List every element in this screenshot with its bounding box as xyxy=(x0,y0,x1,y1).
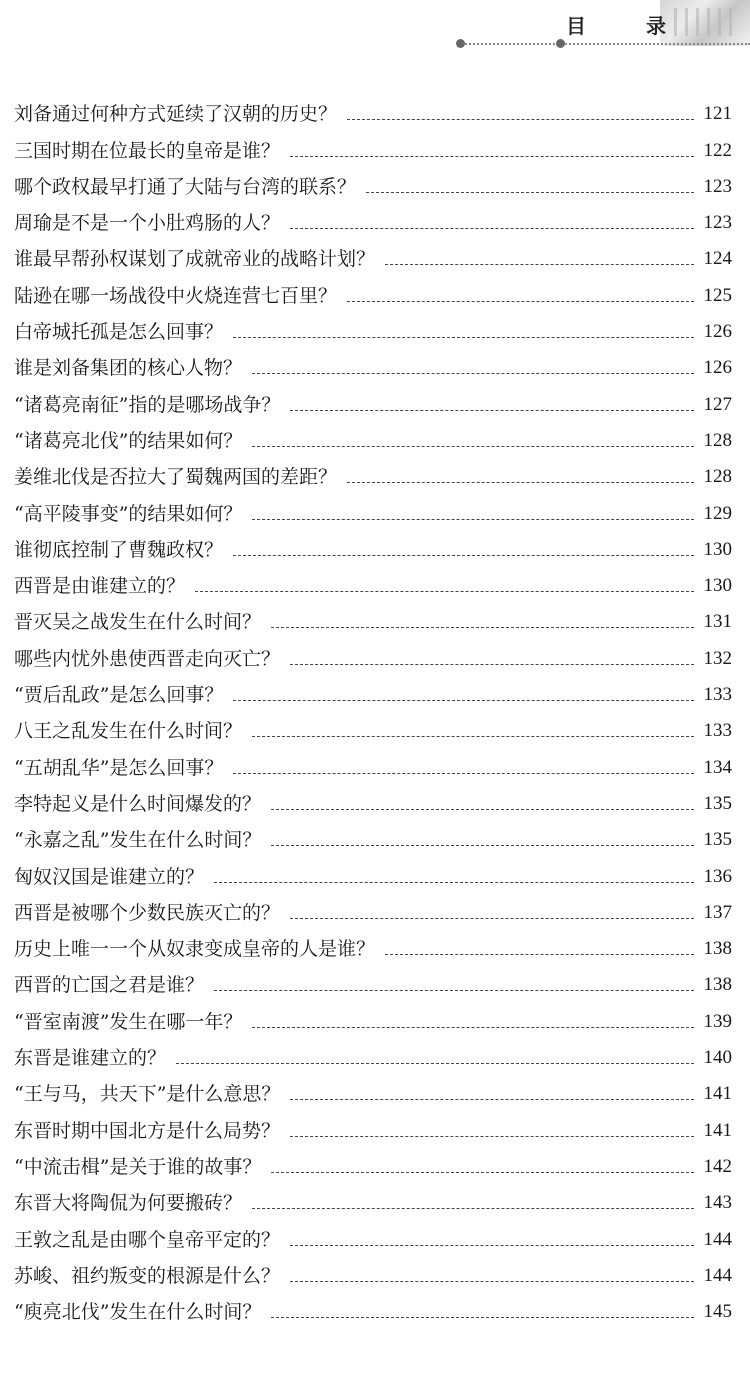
toc-entry-page: 134 xyxy=(703,756,732,778)
toc-entry-page: 135 xyxy=(703,829,732,851)
toc-leader xyxy=(252,736,694,737)
toc-entry[interactable] xyxy=(14,423,732,459)
toc-entry-page: 140 xyxy=(703,1047,732,1069)
toc-entry-title: 三国时期在位最长的皇帝是谁？ xyxy=(14,139,281,162)
page-title xyxy=(566,10,666,39)
toc-entry[interactable] xyxy=(14,713,732,749)
toc-entry-page: 135 xyxy=(703,792,732,814)
toc-entry[interactable] xyxy=(14,132,732,168)
toc-entry-title: 匈奴汉国是谁建立的？ xyxy=(14,865,205,888)
toc-entry[interactable] xyxy=(14,532,732,568)
toc-entry[interactable] xyxy=(14,568,732,604)
toc-entry-page: 141 xyxy=(703,1083,732,1105)
toc-entry[interactable] xyxy=(14,1221,732,1257)
toc-entry-page: 145 xyxy=(703,1301,732,1323)
toc-entry[interactable] xyxy=(14,386,732,422)
toc-entry-page: 138 xyxy=(703,974,732,996)
toc-leader xyxy=(366,192,694,193)
toc-entry-page: 126 xyxy=(703,321,732,343)
toc-entry-page: 137 xyxy=(703,901,732,923)
toc-entry-page: 143 xyxy=(703,1192,732,1214)
toc-entry-title: “永嘉之乱”发生在什么时间？ xyxy=(14,829,262,852)
toc-entry-page: 129 xyxy=(703,502,732,524)
toc-leader xyxy=(271,809,694,810)
toc-entry-title: 晋灭吴之战发生在什么时间？ xyxy=(14,611,262,634)
toc-entry[interactable] xyxy=(14,749,732,785)
toc-leader xyxy=(252,519,694,520)
toc-entry-title: 白帝城托孤是怎么回事？ xyxy=(14,321,224,344)
toc-entry[interactable] xyxy=(14,604,732,640)
toc-leader xyxy=(290,1099,694,1100)
toc-entry-page: 133 xyxy=(703,684,732,706)
toc-entry-title: 谁是刘备集团的核心人物？ xyxy=(14,357,243,380)
toc-entry-title: 谁彻底控制了曹魏政权？ xyxy=(14,538,224,561)
toc-leader xyxy=(233,700,694,701)
toc-leader xyxy=(290,1245,694,1246)
toc-entry[interactable] xyxy=(14,822,732,858)
toc-leader xyxy=(271,845,694,846)
toc-entry[interactable] xyxy=(14,931,732,967)
toc-entry[interactable] xyxy=(14,314,732,350)
toc-entry-page: 132 xyxy=(703,647,732,669)
toc-entry-page: 130 xyxy=(703,538,732,560)
toc-entry[interactable] xyxy=(14,1076,732,1112)
toc-leader xyxy=(233,337,694,338)
toc-leader xyxy=(385,264,694,265)
toc-entry-title: 西晋的亡国之君是谁？ xyxy=(14,974,205,997)
header-decoration xyxy=(660,0,750,46)
toc-entry-page: 128 xyxy=(703,466,732,488)
toc-entry-title: “诸葛亮南征”指的是哪场战争？ xyxy=(14,393,281,416)
toc-entry-page: 121 xyxy=(703,103,732,125)
toc-entry-page: 141 xyxy=(703,1119,732,1141)
toc-entry[interactable] xyxy=(14,169,732,205)
toc-leader xyxy=(290,156,694,157)
header-dot-left xyxy=(456,39,465,48)
toc-entry-page: 128 xyxy=(703,429,732,451)
toc-leader xyxy=(233,555,694,556)
toc-entry[interactable] xyxy=(14,205,732,241)
toc-entry-title: 谁最早帮孙权谋划了成就帝业的战略计划？ xyxy=(14,248,376,271)
toc-entry-page: 130 xyxy=(703,575,732,597)
toc-leader xyxy=(347,119,694,120)
toc-entry[interactable] xyxy=(14,1185,732,1221)
toc-entry[interactable] xyxy=(14,1112,732,1148)
header-dot-right xyxy=(556,39,565,48)
toc-leader xyxy=(290,228,694,229)
toc-entry-page: 122 xyxy=(703,139,732,161)
toc-leader xyxy=(290,918,694,919)
toc-leader xyxy=(271,627,694,628)
toc-entry-title: “贾后乱政”是怎么回事？ xyxy=(14,684,224,707)
toc-leader xyxy=(385,954,694,955)
toc-entry-title: “王与马，共天下”是什么意思？ xyxy=(14,1083,281,1106)
toc-entry-page: 127 xyxy=(703,393,732,415)
toc-entry[interactable] xyxy=(14,858,732,894)
toc-entry-title: “中流击楫”是关于谁的故事？ xyxy=(14,1155,262,1178)
toc-entry[interactable] xyxy=(14,1149,732,1185)
toc-entry-title: 王敦之乱是由哪个皇帝平定的？ xyxy=(14,1228,281,1251)
toc-leader xyxy=(214,990,694,991)
toc-entry-title: 西晋是由谁建立的？ xyxy=(14,575,186,598)
toc-entry-title: 东晋大将陶侃为何要搬砖？ xyxy=(14,1192,243,1215)
toc-entry-page: 126 xyxy=(703,357,732,379)
toc-leader xyxy=(252,446,694,447)
toc-entry[interactable] xyxy=(14,967,732,1003)
toc-leader xyxy=(347,482,694,483)
toc-entry[interactable] xyxy=(14,640,732,676)
toc-entry-page: 136 xyxy=(703,865,732,887)
toc-entry[interactable] xyxy=(14,677,732,713)
toc-leader xyxy=(290,410,694,411)
toc-entry[interactable] xyxy=(14,495,732,531)
toc-entry-title: 西晋是被哪个少数民族灭亡的？ xyxy=(14,901,281,924)
toc-leader xyxy=(195,591,694,592)
toc-entry-title: 姜维北伐是否拉大了蜀魏两国的差距？ xyxy=(14,466,338,489)
toc-leader xyxy=(290,1136,694,1137)
toc-leader xyxy=(271,1317,694,1318)
toc-entry-page: 138 xyxy=(703,938,732,960)
toc-leader xyxy=(252,1027,694,1028)
toc-entry-title: 哪些内忧外患使西晋走向灭亡？ xyxy=(14,647,281,670)
toc-entry-title: 苏峻、祖约叛变的根源是什么？ xyxy=(14,1264,281,1287)
toc-entry-title: 刘备通过何种方式延续了汉朝的历史？ xyxy=(14,103,338,126)
toc-entry-page: 144 xyxy=(703,1228,732,1250)
toc-entry[interactable] xyxy=(14,786,732,822)
toc-entry-title: 周瑜是不是一个小肚鸡肠的人？ xyxy=(14,212,281,235)
toc-entry-title: “晋室南渡”发生在哪一年？ xyxy=(14,1010,243,1033)
toc-leader xyxy=(271,1172,694,1173)
toc-entry-page: 139 xyxy=(703,1010,732,1032)
toc-entry[interactable] xyxy=(14,1003,732,1039)
toc-leader xyxy=(290,1281,694,1282)
toc-leader xyxy=(252,1208,694,1209)
toc-entry-title: “庾亮北伐”发生在什么时间？ xyxy=(14,1301,262,1324)
table-of-contents xyxy=(14,96,732,1330)
toc-leader xyxy=(347,301,694,302)
toc-entry-title: 李特起义是什么时间爆发的？ xyxy=(14,792,262,815)
toc-entry-page: 125 xyxy=(703,284,732,306)
toc-entry[interactable] xyxy=(14,277,732,313)
toc-entry-page: 144 xyxy=(703,1264,732,1286)
toc-leader xyxy=(176,1063,694,1064)
toc-entry[interactable] xyxy=(14,459,732,495)
toc-entry[interactable] xyxy=(14,241,732,277)
toc-entry-title: 陆逊在哪一场战役中火烧连营七百里？ xyxy=(14,284,338,307)
page-title-char-1: 目 xyxy=(566,14,586,38)
toc-entry[interactable] xyxy=(14,350,732,386)
toc-entry-title: 东晋时期中国北方是什么局势？ xyxy=(14,1119,281,1142)
header-dotted-rule xyxy=(458,43,750,45)
toc-entry[interactable] xyxy=(14,1040,732,1076)
toc-entry-title: 哪个政权最早打通了大陆与台湾的联系？ xyxy=(14,175,357,198)
toc-entry-page: 131 xyxy=(703,611,732,633)
toc-entry-title: 历史上唯一一个从奴隶变成皇帝的人是谁？ xyxy=(14,938,376,961)
toc-leader xyxy=(214,882,694,883)
toc-entry[interactable] xyxy=(14,895,732,931)
toc-leader xyxy=(252,373,694,374)
toc-entry[interactable] xyxy=(14,1258,732,1294)
toc-entry[interactable] xyxy=(14,96,732,132)
toc-entry-title: “高平陵事变”的结果如何？ xyxy=(14,502,243,525)
toc-entry-title: 八王之乱发生在什么时间？ xyxy=(14,720,243,743)
toc-entry-page: 123 xyxy=(703,212,732,234)
toc-entry-page: 124 xyxy=(703,248,732,270)
toc-entry-title: 东晋是谁建立的？ xyxy=(14,1047,167,1070)
toc-leader xyxy=(233,773,694,774)
toc-entry[interactable] xyxy=(14,1294,732,1330)
page-title-char-2: 录 xyxy=(646,14,666,38)
toc-entry-page: 133 xyxy=(703,720,732,742)
toc-leader xyxy=(290,664,694,665)
toc-entry-title: “诸葛亮北伐”的结果如何？ xyxy=(14,429,243,452)
toc-entry-page: 142 xyxy=(703,1155,732,1177)
toc-entry-page: 123 xyxy=(703,175,732,197)
toc-entry-title: “五胡乱华”是怎么回事？ xyxy=(14,756,224,779)
